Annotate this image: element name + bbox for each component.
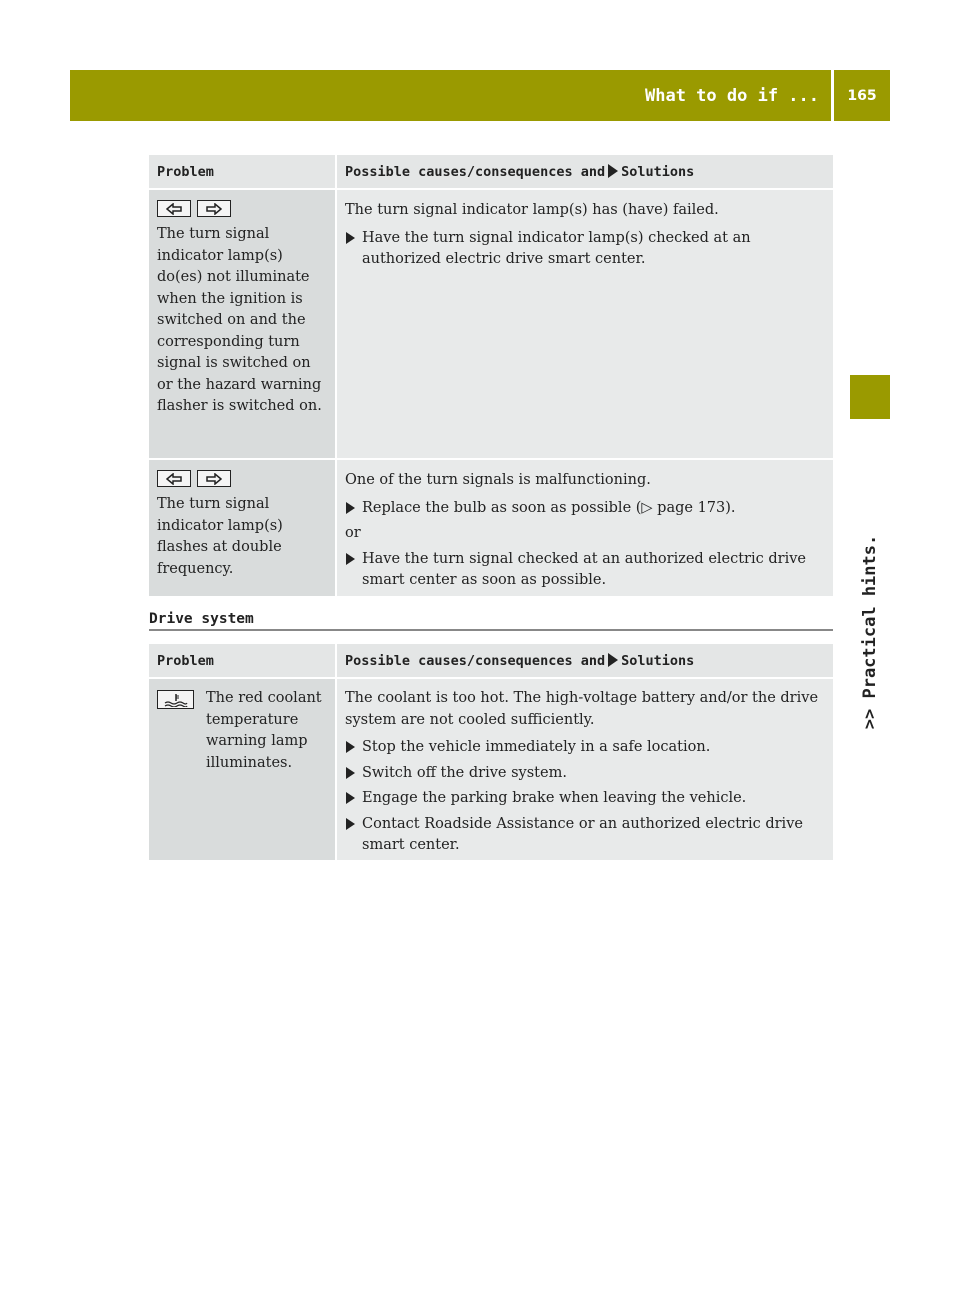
drive-system-table (149, 644, 833, 860)
column-header-solutions-post: Solutions (621, 163, 695, 180)
coolant-temperature-icon (157, 690, 194, 709)
column-header-problem: Problem (149, 155, 336, 189)
table-header-row (149, 155, 833, 189)
problem-cell (149, 678, 336, 860)
turn-signal-table (149, 155, 833, 596)
solution-step: Contact Roadside Assistance or an authorized electric drive smart center. (345, 814, 826, 857)
table-row (149, 189, 833, 459)
column-header-solutions-pre: Possible causes/consequences and (345, 163, 606, 180)
cause-text: The coolant is too hot. The high-voltage battery and/or the drive system are not cooled sufficiently. (345, 690, 819, 728)
problem-cell (149, 459, 336, 596)
problem-cell (149, 189, 336, 459)
column-header-solutions-post: Solutions (621, 652, 695, 669)
column-header-solutions (336, 644, 833, 678)
cause-text: The turn signal indicator lamp(s) has (have) failed. (345, 202, 719, 218)
page-title: What to do if ... (645, 85, 819, 106)
column-header-solutions-pre: Possible causes/consequences and (345, 652, 606, 669)
arrow-icon (608, 653, 618, 667)
solution-cell (336, 189, 833, 459)
turn-signal-left-icon (157, 200, 191, 217)
solution-step: Have the turn signal checked at an authorized electric drive smart center as soon as possible. (345, 549, 826, 592)
solution-step: Replace the bulb as soon as possible (▷ page 173). (345, 498, 826, 520)
solution-step: Stop the vehicle immediately in a safe location. (345, 737, 826, 759)
table-row (149, 678, 833, 860)
column-header-solutions (336, 155, 833, 189)
cause-text: One of the turn signals is malfunctioning. (345, 472, 651, 488)
problem-text: The turn signal indicator lamp(s) do(es) not illuminate when the ignition is switched on and the corresponding turn signal is switched on or the hazard warning flasher is switched on. (157, 226, 322, 414)
column-header-problem: Problem (149, 644, 336, 678)
solution-cell (336, 678, 833, 860)
turn-signal-right-icon (197, 200, 231, 217)
chapter-tab (850, 375, 890, 419)
solution-step: Have the turn signal indicator lamp(s) checked at an authorized electric drive smart center. (345, 228, 826, 271)
turn-signal-right-icon (197, 470, 231, 487)
turn-signal-icons (157, 200, 328, 217)
turn-signal-left-icon (157, 470, 191, 487)
problem-text: The turn signal indicator lamp(s) flashes at double frequency. (157, 496, 283, 577)
solution-cell (336, 459, 833, 596)
chapter-label: >> Practical hints. (860, 534, 880, 730)
section-title: Drive system (149, 611, 833, 631)
table-row (149, 459, 833, 596)
arrow-icon (608, 164, 618, 178)
problem-text: The red coolant temperature warning lamp illuminates. (206, 690, 322, 771)
or-text: or (345, 525, 361, 541)
solution-step: Switch off the drive system. (345, 763, 826, 785)
page-number: 165 (834, 70, 890, 121)
header-bar (70, 70, 831, 121)
solution-step: Engage the parking brake when leaving the vehicle. (345, 788, 826, 810)
turn-signal-icons (157, 470, 328, 487)
table-header-row (149, 644, 833, 678)
